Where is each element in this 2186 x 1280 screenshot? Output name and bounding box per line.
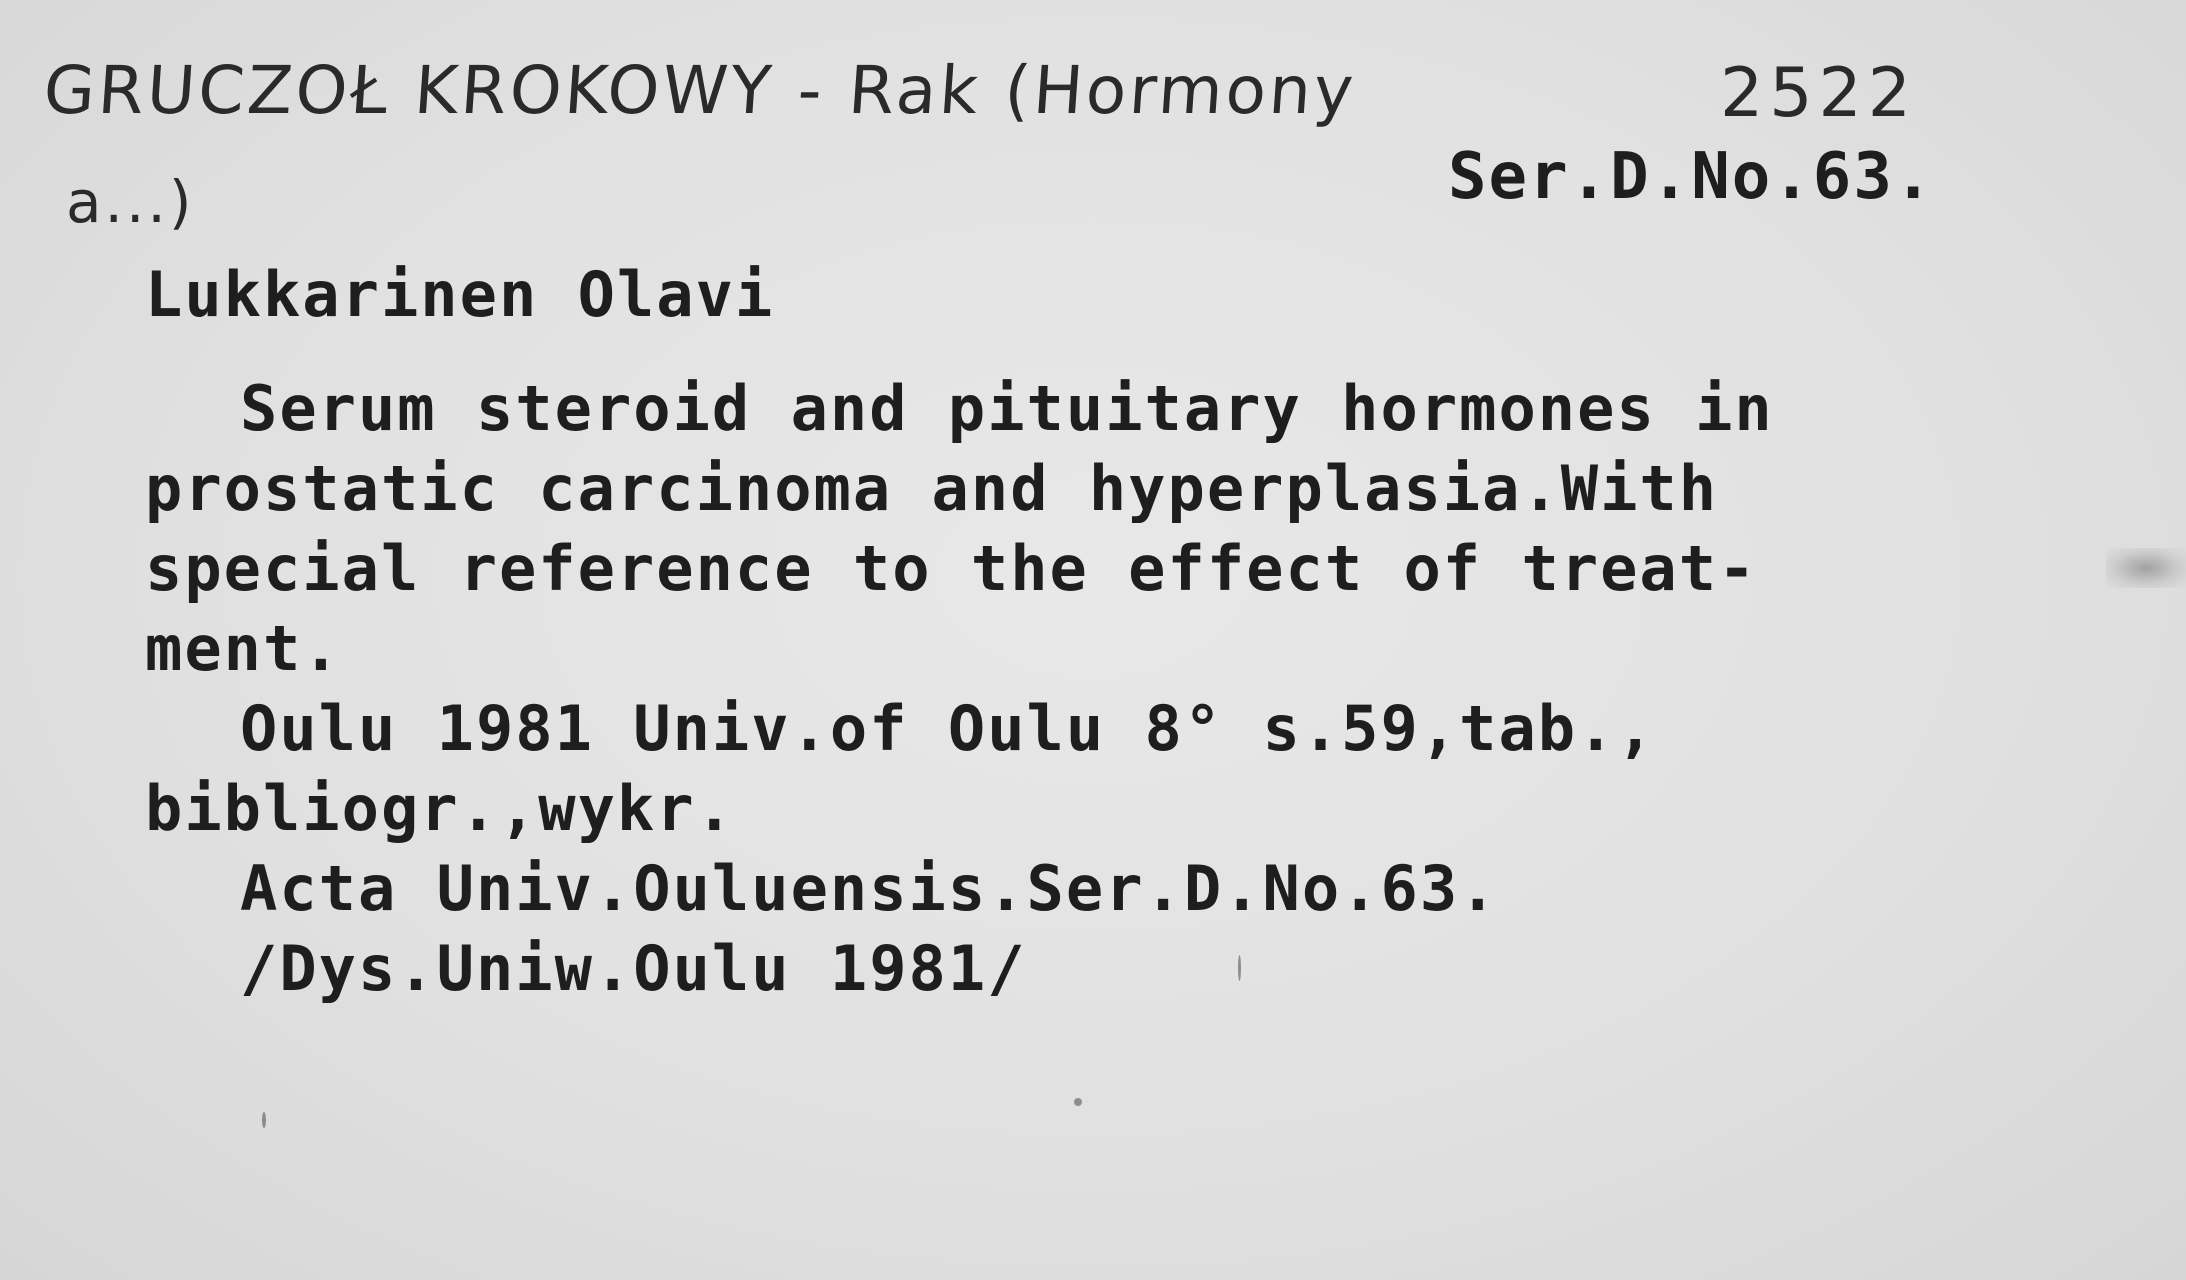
physical-description: bibliogr.,wykr. [145, 772, 735, 845]
title-line-3: special reference to the effect of treat- [145, 532, 1758, 605]
paper-speck [1238, 955, 1241, 981]
subject-heading-line-1: GRUCZOŁ KROKOWY - Rak (Hormony [41, 52, 1359, 129]
paper-speck [1074, 1098, 1082, 1106]
subject-heading-line-2: a...) [66, 168, 195, 236]
imprint-line: Oulu 1981 Univ.of Oulu 8° s.59,tab., [240, 692, 1656, 765]
paper-speck [262, 1112, 266, 1128]
series-designation: Ser.D.No.63. [1448, 140, 1935, 214]
title-line-2: prostatic carcinoma and hyperplasia.With [145, 452, 1719, 525]
series-statement: Acta Univ.Ouluensis.Ser.D.No.63. [240, 852, 1499, 925]
ink-smudge [2106, 548, 2186, 588]
dissertation-note: /Dys.Uniw.Oulu 1981/ [240, 932, 1027, 1005]
call-number: 2522 [1720, 54, 1918, 133]
author-name: Lukkarinen Olavi [145, 258, 775, 331]
title-line-4: ment. [145, 612, 342, 685]
title-line-1: Serum steroid and pituitary hormones in [240, 372, 1774, 445]
